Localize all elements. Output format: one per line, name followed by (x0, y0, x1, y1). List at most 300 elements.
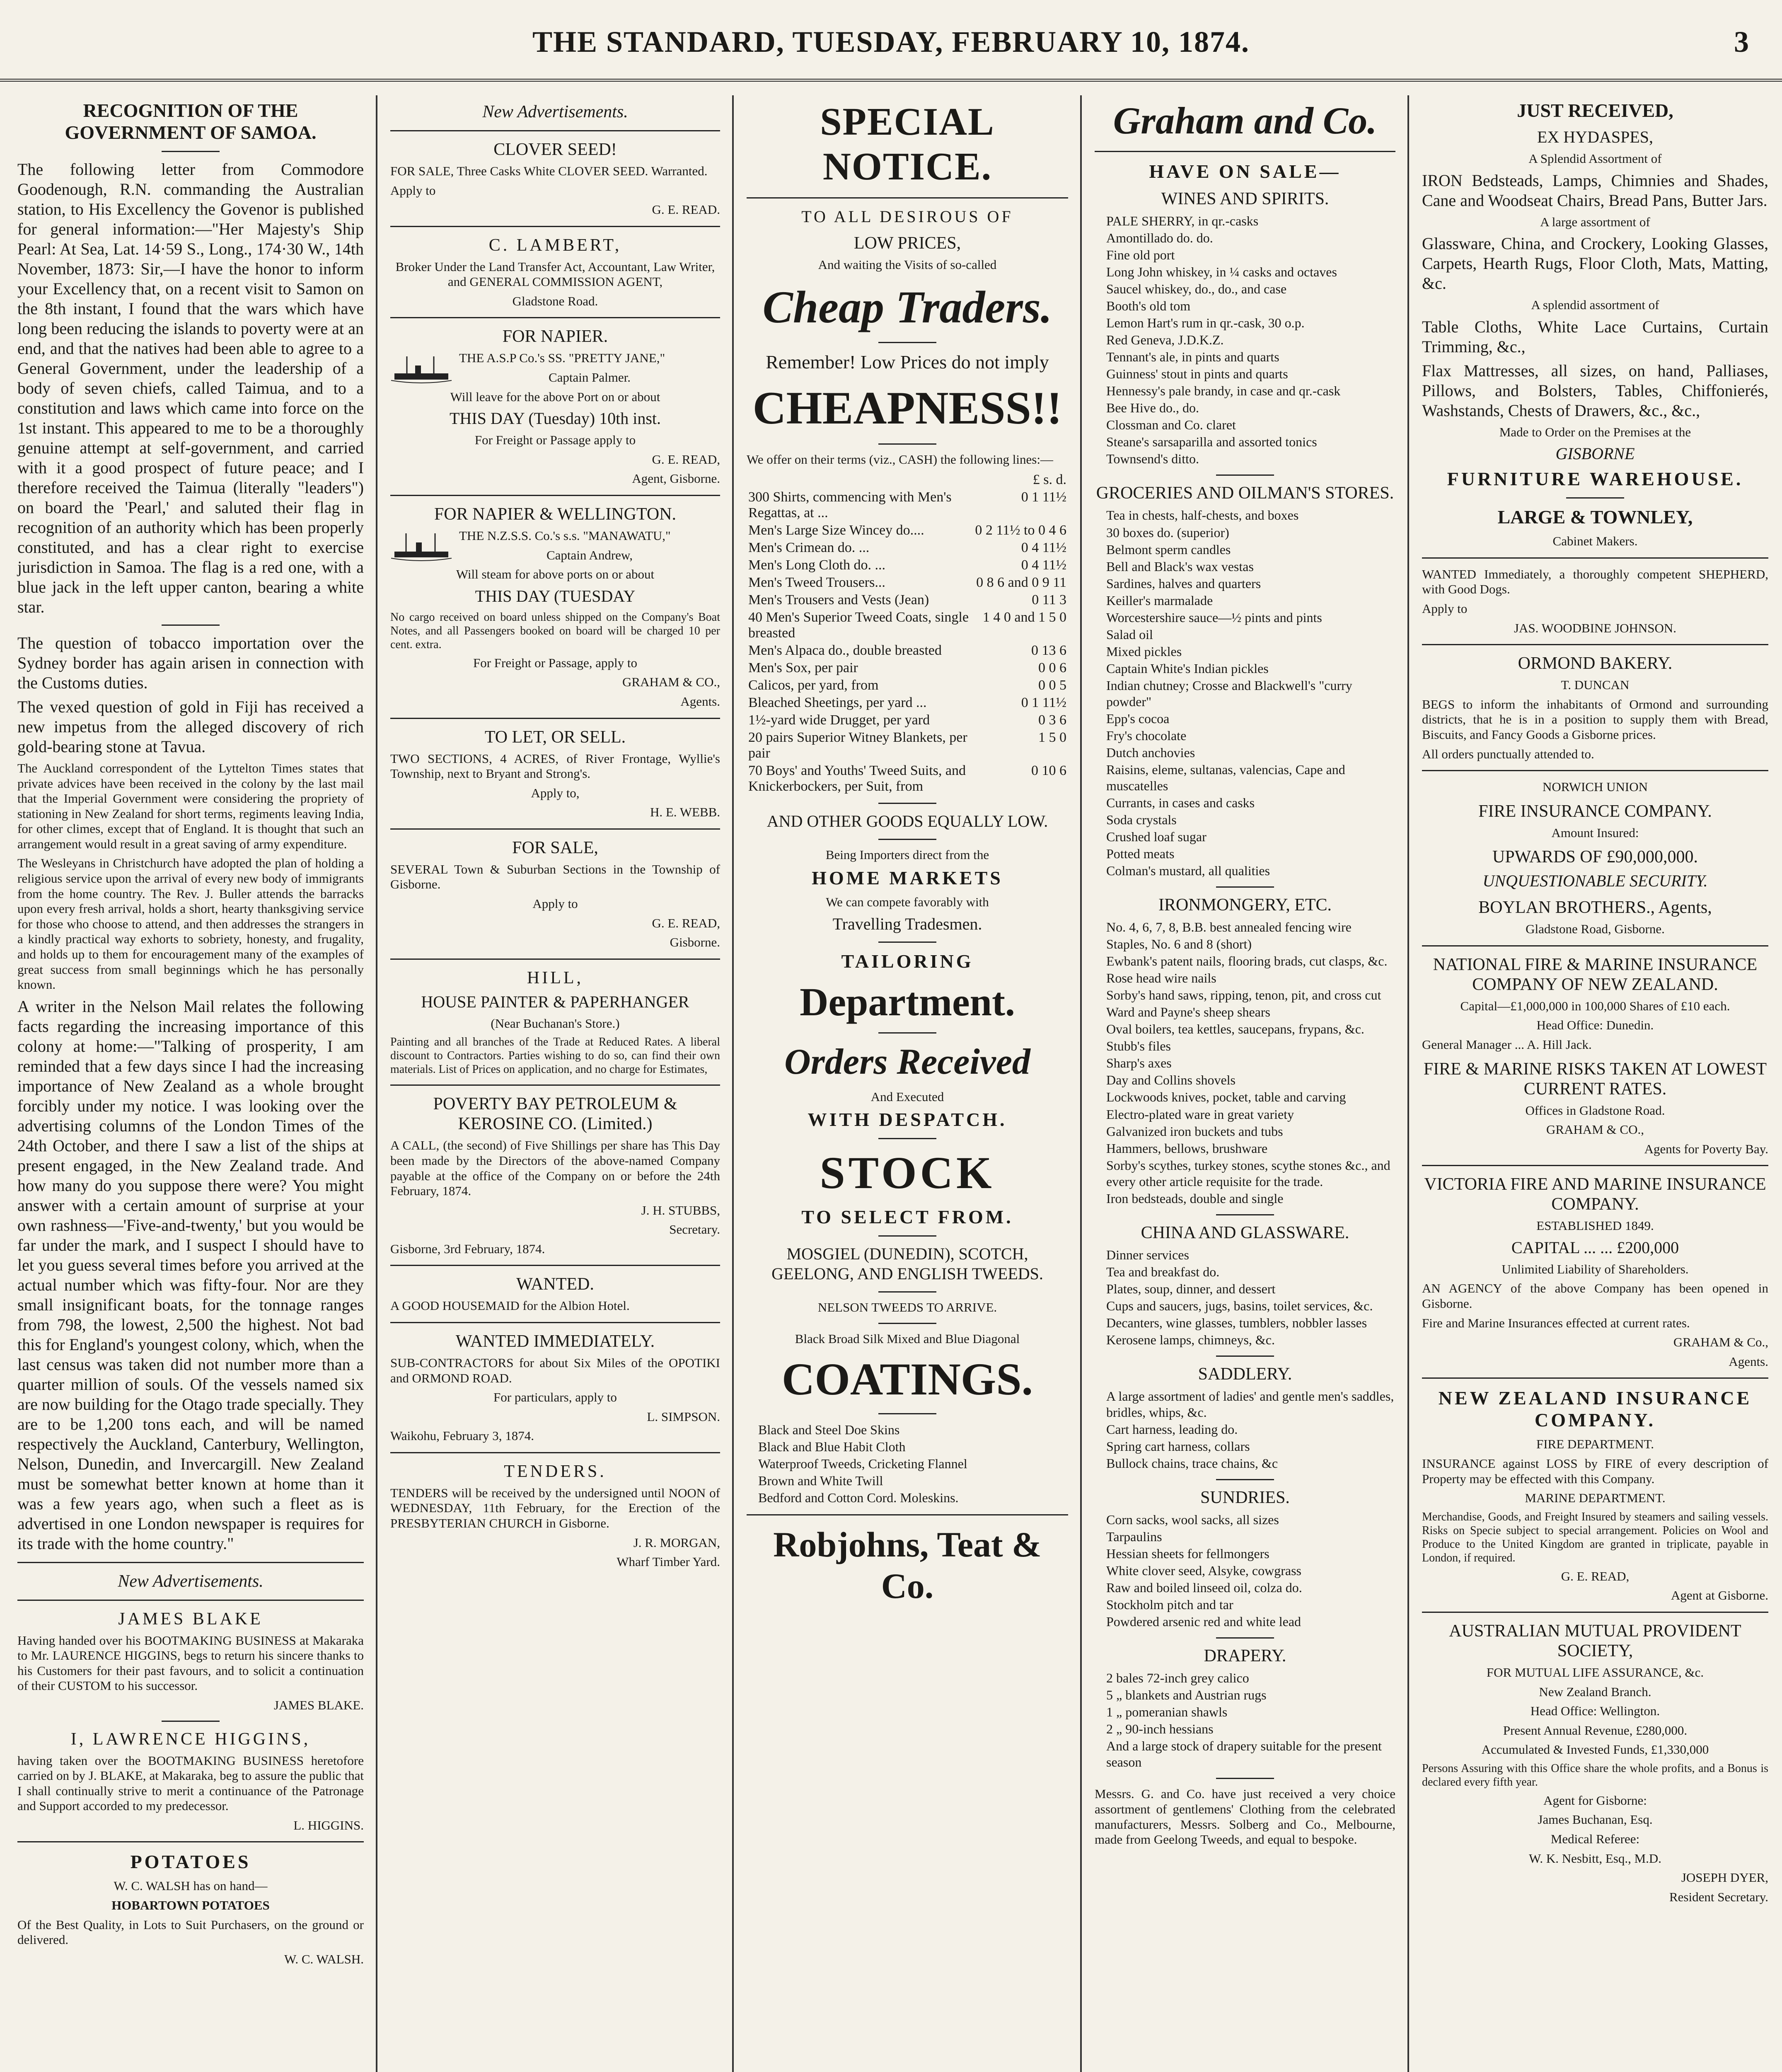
wine-item: Lemon Hart's rum in qr.-cask, 30 o.p. (1106, 315, 1305, 331)
amp-society: AUSTRALIAN MUTUAL PROVIDENT SOCIETY, (1449, 1621, 1741, 1661)
price-item: Men's Crimean do. ... (748, 540, 870, 556)
shepherd-signature: JAS. WOODBINE JOHNSON. (1514, 620, 1677, 635)
ad-napier-ship: THE A.S.P Co.'s SS. "PRETTY JANE," (459, 351, 665, 366)
price-item: Men's Sox, per pair (748, 660, 858, 676)
divider (1566, 497, 1624, 499)
price-item: 70 Boys' and Youths' Tweed Suits, and Knickerbockers, per Suit, from (748, 763, 966, 794)
flax-mattresses: Flax Mattresses, all sizes, on hand, Palliases, Pillows, and Bolsters, Tables, Chiffonierés, Washstands, Chests of Drawers, &c., &c., (1422, 361, 1768, 420)
price-amount: 0 0 6 (1038, 660, 1066, 676)
price-amount: 0 4 11½ (1021, 540, 1066, 556)
victoria-fire-marine: VICTORIA FIRE AND MARINE INSURANCE COMPANY. (1424, 1175, 1766, 1214)
ad-petroleum-signature: J. H. STUBBS, (641, 1203, 720, 1218)
price-row (747, 489, 1068, 522)
china-item: Cups and saucers, jugs, basins, toilet services, &c. (1106, 1298, 1373, 1313)
ad-tenders-title: TENDERS. (504, 1462, 607, 1481)
ad-tenders-signature-place: Wharf Timber Yard. (617, 1554, 720, 1569)
cloth-item: Black and Steel Doe Skins (758, 1422, 900, 1438)
fire-marine-risks: FIRE & MARINE RISKS TAKEN AT LOWEST CURRENT RATES. (1423, 1059, 1767, 1099)
article-nelson: A writer in the Nelson Mail relates the following facts regarding the increasing importance of this colony at home:—"Talking of prosperity, I am reminded that a few days since I had the increasing importance of New Zealand as a whole brought forcibly under my notice. I was looking over the advertising columns of the London Times of the 24th October, and there I saw a list of the ships at present engaged, in the New Zealand trade. And how many do you suppose there were? You might answer with a certain amount of surprise at your own rashness—'Five-and-twenty,' but you would be far under the mark, and I suspect I should have to let you guess several times before you arrived at the actual number which was fifty-four. Nor are they small insignificant boats, for the tonnage ranges from 798, the lowest, 2,500 the highest. Not bad this for England's youngest colony, which, when the last census was taken did not number more than a quarter million of souls. Of the vessels named six are now building for the Otago trade specially. They are to be 1,200 tons each, and will be named respectively the Auckland, Canterbury, Wellington, Nelson, Dunedin, and Invercargill. New Zealand must be somewhat better known at home than it was a few years ago, when such a fleet as is advertised in one London newspaper is requires for its trade with the home country." (17, 997, 364, 1553)
ad-potatoes-text: W. C. WALSH has on hand— (114, 1878, 268, 1893)
ironmongery-item: Rose head wire nails (1106, 971, 1216, 986)
divider (390, 1452, 720, 1453)
saddlery-list (1095, 1388, 1395, 1472)
price-item: 300 Shirts, commencing with Men's Regattas, at ... (748, 489, 952, 521)
price-currency-header: £ s. d. (1032, 472, 1066, 488)
price-row (747, 659, 1068, 677)
ad-potatoes-signature: W. C. WALSH. (284, 1951, 364, 1966)
iron-bedsteads: IRON Bedsteads, Lamps, Chimnies and Shades, Cane and Woodseat Chairs, Bread Pans, Butter Jars. (1422, 171, 1768, 210)
grocery-item: Captain White's Indian pickles (1106, 661, 1269, 676)
grocery-item: Tea in chests, half-chests, and boxes (1106, 508, 1299, 523)
article-wesleyans: The Wesleyans in Christchurch have adopted the plan of holding a religious service upon the arrival of every new body of immigrants from the home country. The Rev. J. Buller attends the barracks upon every fresh arrival, holds a short, hearty thanksgiving service for those who choose to attend, and then addresses the strangers in a kindly practical way exhorts to sobriety, honesty, and frugality, and holds up to them for encouragement many of the examples of great success from small beginnings which he has personally known. (17, 856, 364, 992)
offer-text: We offer on their terms (viz., CASH) the following lines:— (747, 452, 1053, 467)
divider (390, 718, 720, 719)
price-row (747, 539, 1068, 557)
divider (1216, 1356, 1274, 1357)
price-item: Men's Trousers and Vests (Jean) (748, 592, 929, 608)
fire-department: FIRE DEPARTMENT. (1536, 1437, 1654, 1452)
price-row (747, 574, 1068, 591)
price-item: Men's Long Cloth do. ... (748, 557, 886, 573)
sundries-item: Corn sacks, wool sacks, all sizes (1106, 1512, 1279, 1527)
drapery-list (1095, 1670, 1395, 1770)
article-title-samoa: RECOGNITION OF THE GOVERNMENT OF SAMOA. (65, 100, 317, 143)
other-goods: AND OTHER GOODS EQUALLY LOW. (766, 812, 1048, 831)
ironmongery-item: Sorby's scythes, turkey stones, scythe stones &c., and every other article requisite for the trade. (1106, 1157, 1390, 1189)
article-fiji: The vexed question of gold in Fiji has received a new impetus from the alleged discovery of rich gold-bearing stone at Tavua. (17, 697, 364, 756)
grocery-item: Soda crystals (1106, 812, 1177, 828)
divider (747, 197, 1068, 198)
masthead (0, 0, 1782, 82)
saddlery-item: Bullock chains, trace chains, &c (1106, 1456, 1278, 1471)
national-head-office: Head Office: Dunedin. (1536, 1018, 1654, 1033)
groceries-heading: GROCERIES AND OILMAN'S STORES. (1096, 484, 1394, 503)
price-amount: 1 5 0 (1038, 730, 1066, 746)
drapery-item: And a large stock of drapery suitable for the present season (1106, 1738, 1382, 1770)
boylan-address: Gladstone Road, Gisborne. (1526, 922, 1665, 937)
saddlery-item: Cart harness, leading do. (1106, 1421, 1238, 1437)
ironmongery-heading: IRONMONGERY, ETC. (1158, 896, 1332, 915)
ad-wanted-immediately-date: Waikohu, February 3, 1874. (390, 1428, 534, 1443)
china-item: Kerosene lamps, chimneys, &c. (1106, 1332, 1275, 1347)
nz-signature-role: Agent at Gisborne. (1671, 1588, 1768, 1603)
ironmongery-item: Day and Collins shovels (1106, 1072, 1236, 1088)
wine-item: Fine old port (1106, 247, 1175, 263)
divider (1095, 151, 1395, 152)
ad-potatoes-text2: Of the Best Quality, in Lots to Suit Purchasers, on the ground or delivered. (17, 1917, 364, 1947)
column-4 (1086, 95, 1405, 2072)
ad-for-sale-signature-place: Gisborne. (670, 935, 720, 950)
price-row (747, 557, 1068, 574)
price-row (747, 729, 1068, 762)
ad-for-sale-apply: Apply to (532, 896, 578, 911)
victoria-signature-role: Agents. (1729, 1354, 1768, 1369)
column-2 (381, 95, 729, 2072)
wine-item: PALE SHERRY, in qr.-casks (1106, 213, 1259, 228)
ad-napier-wellington-signature-role: Agents. (680, 694, 720, 709)
price-row (747, 642, 1068, 659)
divider (1216, 886, 1274, 888)
ad-tenders-text: TENDERS will be received by the undersigned until NOON of WEDNESDAY, 11th February, for the Erection of the PRESBYTERIAN CHURCH in Gisborne. (390, 1485, 720, 1531)
large-townley: LARGE & TOWNLEY, (1497, 506, 1693, 528)
divider (878, 1413, 936, 1414)
divider (17, 1841, 364, 1842)
amp-income: Present Annual Revenue, £280,000. (1503, 1723, 1688, 1738)
ad-petroleum-date: Gisborne, 3rd February, 1874. (390, 1241, 545, 1256)
divider (390, 959, 720, 960)
price-item: Men's Tweed Trousers... (748, 575, 885, 591)
ad-napier-freight: For Freight or Passage apply to (474, 433, 636, 448)
grocery-item: Salad oil (1106, 627, 1153, 642)
bakery-orders: All orders punctually attended to. (1422, 746, 1594, 761)
ironmongery-item: Ward and Payne's sheep shears (1106, 1005, 1270, 1020)
divider (162, 1721, 220, 1722)
price-amount: 0 3 6 (1038, 712, 1066, 728)
divider (1216, 1637, 1274, 1639)
ad-napier-wellington-freight: For Freight or Passage, apply to (473, 655, 638, 670)
grocery-item: Mixed pickles (1106, 644, 1182, 659)
column-5 (1413, 95, 1777, 2072)
newspaper-title: THE STANDARD, TUESDAY, FEBRUARY 10, 1874. (532, 25, 1250, 58)
victoria-fire-effected: Fire and Marine Insurances effected at current rates. (1422, 1315, 1690, 1330)
national-capital: Capital—£1,000,000 in 100,000 Shares of £10 each. (1460, 998, 1730, 1013)
ad-napier-wellington-date: THIS DAY (TUESDAY (475, 586, 636, 605)
steamship-icon (390, 353, 452, 386)
marine-department: MARINE DEPARTMENT. (1525, 1491, 1666, 1506)
grocery-item: Colman's mustard, all qualities (1106, 863, 1270, 879)
amp-medical-referee: Medical Referee: (1550, 1832, 1640, 1847)
bakery-text: BEGS to inform the inhabitants of Ormond and surrounding districts, that he is in a position to supply them with Bread, Biscuits, and Fancy Goods a Gisborne prices. (1422, 697, 1768, 742)
bakery-name: T. DUNCAN (1561, 678, 1630, 692)
ad-clover-signature: G. E. READ. (652, 202, 720, 217)
groceries-list (1095, 507, 1395, 879)
furniture-warehouse: FURNITURE WAREHOUSE. (1447, 468, 1743, 490)
norwich-union: NORWICH UNION (1542, 779, 1648, 794)
ad-for-sale-text: SEVERAL Town & Suburban Sections in the Township of Gisborne. (390, 862, 720, 892)
divider (162, 625, 220, 626)
ad-lambert-name: C. LAMBERT, (488, 235, 622, 255)
amp-dyer-role: Resident Secretary. (1669, 1889, 1768, 1904)
ad-petroleum-title: POVERTY BAY PETROLEUM & KEROSINE CO. (Limited.) (433, 1094, 677, 1134)
ad-tenders-signature: J. R. MORGAN, (633, 1535, 720, 1550)
and-executed: And Executed (870, 1089, 944, 1104)
article-tobacco: The question of tobacco importation over the Sydney border has again arisen in connection with the Customs duties. (17, 634, 364, 692)
ad-petroleum-text: A CALL, (the second) of Five Shillings per share has This Day been made by the Directors of the above-named Company payable at the office of the Company on or before the 24th February, 1874. (390, 1138, 720, 1198)
stock-heading: STOCK (820, 1147, 995, 1198)
ad-hill-name: HILL, (527, 968, 584, 988)
national-fire-marine: NATIONAL FIRE & MARINE INSURANCE COMPANY OF NEW ZEALAND. (1433, 955, 1758, 994)
ad-higgins-text: having taken over the BOOTMAKING BUSINESS heretofore carried on by J. BLAKE, at Makaraka, beg to assure the public that I shall continually strive to merit a continuance of the Patronage and Support accorded to my predecessor. (17, 1753, 364, 1813)
ad-to-let-apply: Apply to, (531, 785, 580, 800)
section-new-advertisements: New Advertisements. (482, 102, 628, 121)
china-item: Decanters, wine glasses, tumblers, nobbler lasses (1106, 1315, 1367, 1330)
wine-item: Red Geneva, J.D.K.Z. (1106, 332, 1224, 348)
with-despatch: WITH DESPATCH. (808, 1109, 1007, 1130)
broad-silk: Black Broad Silk Mixed and Blue Diagonal (795, 1331, 1020, 1346)
divider (1216, 474, 1274, 476)
drapery-item: 2 „ 90-inch hessians (1106, 1721, 1214, 1737)
ad-wanted-immediately-particulars: For particulars, apply to (493, 1390, 617, 1405)
price-item: Bleached Sheetings, per yard ... (748, 695, 927, 711)
price-row (747, 609, 1068, 642)
graham-heading: Graham and Co. (1113, 99, 1377, 142)
price-item: Men's Alpaca do., double breasted (748, 643, 942, 658)
sundries-item: Raw and boiled linseed oil, colza do. (1106, 1580, 1302, 1595)
grocery-item: Indian chutney; Crosse and Blackwell's "curry powder" (1106, 678, 1352, 709)
coatings-heading: COATINGS. (781, 1354, 1033, 1405)
steamship-icon (390, 531, 452, 564)
price-item: 40 Men's Superior Tweed Coats, single breasted (748, 610, 969, 641)
nz-insurance-company: NEW ZEALAND INSURANCE COMPANY. (1438, 1387, 1752, 1431)
price-amount: 0 1 11½ (1021, 695, 1066, 711)
page-number: 3 (1734, 25, 1749, 58)
china-list (1095, 1247, 1395, 1348)
amp-sub: FOR MUTUAL LIFE ASSURANCE, &c. (1486, 1665, 1704, 1680)
column-rule (1407, 95, 1409, 2072)
amp-dyer: JOSEPH DYER, (1681, 1870, 1768, 1885)
china-item: Tea and breakfast do. (1106, 1264, 1220, 1279)
sundries-list (1095, 1512, 1395, 1630)
fire-department-text: INSURANCE against LOSS by FIRE of every description of Property may be effected with this Company. (1422, 1456, 1768, 1486)
divider (747, 1514, 1068, 1515)
divider (1422, 945, 1768, 946)
saddlery-item: A large assortment of ladies' and gentle men's saddles, bridles, whips, &c. (1106, 1388, 1394, 1420)
price-amount: 0 4 11½ (1021, 557, 1066, 573)
price-row (747, 712, 1068, 729)
nz-signature: G. E. READ, (1561, 1569, 1630, 1583)
fire-insurance-company: FIRE INSURANCE COMPANY. (1478, 801, 1712, 821)
sundries-item: Tarpaulins (1106, 1529, 1162, 1544)
upwards-of: UPWARDS OF £90,000,000. (1492, 847, 1698, 867)
divider (878, 1323, 936, 1324)
ex-hydaspes: EX HYDASPES, (1537, 128, 1654, 146)
ad-wanted-title: WANTED. (516, 1275, 594, 1294)
divider (1216, 1214, 1274, 1215)
victoria-capital: CAPITAL ... ... £200,000 (1511, 1238, 1679, 1257)
ad-napier-wellington-text: Will steam for above ports on or about (456, 567, 655, 582)
ad-higgins-signature: L. HIGGINS. (293, 1818, 364, 1832)
grocery-item: Belmont sperm candles (1106, 542, 1231, 557)
divider (1422, 1165, 1768, 1166)
sundries-item: White clover seed, Alsyke, cowgrass (1106, 1563, 1301, 1578)
divider (17, 1600, 364, 1601)
tailoring: TAILORING (841, 950, 974, 972)
ironmongery-item: Iron bedsteads, double and single (1106, 1191, 1284, 1206)
grocery-item: Potted meats (1106, 846, 1175, 862)
china-item: Dinner services (1106, 1247, 1189, 1262)
column-3 (737, 95, 1077, 2072)
victoria-agency: AN AGENCY of the above Company has been opened in Gisborne. (1422, 1281, 1768, 1311)
victoria-signature: GRAHAM & Co., (1673, 1335, 1768, 1350)
amp-nz-branch: New Zealand Branch. (1539, 1684, 1651, 1699)
divider (390, 130, 720, 131)
divider (878, 443, 936, 445)
divider (1216, 1479, 1274, 1480)
wine-item: Saucel whiskey, do., do., and case (1106, 281, 1287, 297)
grocery-item: Epp's cocoa (1106, 711, 1170, 726)
amp-buchanan: James Buchanan, Esq. (1538, 1812, 1653, 1827)
glassware-text: Glassware, China, and Crockery, Looking Glasses, Carpets, Hearth Rugs, Floor Cloth, Mats, Matting, &c. (1422, 234, 1768, 293)
have-on-sale: HAVE ON SALE— (1149, 161, 1341, 182)
cloth-list (747, 1422, 1068, 1506)
amp-agent-gisborne: Agent for Gisborne: (1543, 1793, 1647, 1808)
divider (390, 828, 720, 830)
wine-item: Bee Hive do., do. (1106, 400, 1199, 416)
divider (162, 151, 220, 152)
wine-item: Booth's old tom (1106, 298, 1191, 314)
table-cloths: Table Cloths, White Lace Curtains, Curtain Trimming, &c., (1422, 317, 1768, 356)
price-item: Men's Large Size Wincey do.... (748, 523, 924, 538)
divider (878, 1138, 936, 1139)
price-row (747, 762, 1068, 795)
saddlery-heading: SADDLERY. (1198, 1364, 1292, 1384)
ironmongery-item: Galvanized iron buckets and tubs (1106, 1123, 1283, 1139)
compete-text: We can compete favorably with (826, 894, 989, 909)
ad-potatoes-sub: HOBARTOWN POTATOES (111, 1898, 270, 1913)
waiting-text: And waiting the Visits of so-called (818, 257, 997, 272)
remember-text: Remember! Low Prices do not imply (766, 351, 1049, 373)
ad-blake-name: JAMES BLAKE (118, 1609, 263, 1629)
ad-potatoes-title: POTATOES (130, 1851, 251, 1873)
special-notice-heading: SPECIAL NOTICE. (820, 100, 995, 188)
divider (1216, 1778, 1274, 1779)
mosgiel-tweeds: MOSGIEL (DUNEDIN), SCOTCH, GEELONG, AND ENGLISH TWEEDS. (771, 1244, 1043, 1283)
low-prices: LOW PRICES, (854, 234, 961, 253)
ad-napier-wellington-cargo: No cargo received on board unless shipped on the Company's Boat Notes, and all Passengers booked on board will be charged 10 per cent. extra. (390, 610, 720, 651)
ad-wanted-text: A GOOD HOUSEMAID for the Albion Hotel. (390, 1298, 630, 1313)
price-row (747, 677, 1068, 694)
ad-napier-wellington-title: FOR NAPIER & WELLINGTON. (434, 504, 677, 524)
price-row (747, 522, 1068, 539)
divider (390, 317, 720, 318)
ironmongery-item: No. 4, 6, 7, 8, B.B. best annealed fencing wire (1106, 920, 1352, 935)
amp-persons: Persons Assuring with this Office share the whole profits, and a Bonus is declared every fifth year. (1422, 1762, 1768, 1789)
ad-clover-text: FOR SALE, Three Casks White CLOVER SEED. Warranted. (390, 164, 708, 178)
ad-napier-text: Will leave for the above Port on or about (450, 389, 660, 404)
divider (878, 1235, 936, 1237)
wine-item: Townsend's ditto. (1106, 451, 1199, 467)
ormond-bakery: ORMOND BAKERY. (1518, 654, 1673, 673)
ad-napier-wellington-signature: GRAHAM & CO., (622, 675, 720, 690)
ironmongery-item: Electro-plated ware in great variety (1106, 1106, 1294, 1122)
section-new-advertisements: New Advertisements. (118, 1571, 264, 1591)
sundries-heading: SUNDRIES. (1200, 1488, 1290, 1508)
ad-to-let-signature: H. E. WEBB. (650, 805, 720, 820)
made-to-order: Made to Order on the Premises at the (1499, 424, 1691, 439)
ad-napier-wellington-captain: Captain Andrew, (546, 547, 633, 562)
amount-insured: Amount Insured: (1551, 825, 1639, 840)
wine-item: Tennant's ale, in pints and quarts (1106, 349, 1279, 365)
divider (878, 942, 936, 943)
sundries-item: Powdered arsenic red and white lead (1106, 1614, 1301, 1629)
wine-item: Steane's sarsaparilla and assorted tonics (1106, 434, 1317, 450)
ad-hill-title: HOUSE PAINTER & PAPERHANGER (421, 992, 689, 1011)
grocery-item: Raisins, eleme, sultanas, valencias, Cape and muscatelles (1106, 762, 1345, 793)
grocery-item: 30 boxes do. (superior) (1106, 525, 1229, 540)
large-assortment: A large assortment of (1540, 214, 1650, 229)
graham-agents: GRAHAM & CO., (1546, 1122, 1644, 1137)
divider (1422, 644, 1768, 645)
ad-wanted-immediately-title: WANTED IMMEDIATELY. (455, 1332, 655, 1351)
divider (1422, 770, 1768, 771)
ad-clover-apply: Apply to (390, 183, 436, 198)
price-item: 1½-yard wide Drugget, per yard (748, 712, 930, 728)
ad-napier-title: FOR NAPIER. (502, 327, 608, 346)
wine-item: Long John whiskey, in ¼ casks and octaves (1106, 264, 1337, 280)
ad-higgins-name: I, LAWRENCE HIGGINS, (70, 1729, 311, 1749)
ad-hill-address: (Near Buchanan's Store.) (491, 1016, 620, 1031)
column-1 (8, 95, 373, 2072)
department-heading: Department. (800, 979, 1015, 1024)
price-header-blank (747, 471, 973, 489)
wanted-shepherd: WANTED Immediately, a thoroughly competent SHEPHERD, with Good Dogs. (1422, 566, 1768, 597)
grocery-item: Bell and Black's wax vestas (1106, 559, 1254, 574)
grocery-item: Currants, in cases and casks (1106, 795, 1255, 810)
cabinet-makers: Cabinet Makers. (1552, 534, 1638, 549)
ironmongery-item: Ewbank's patent nails, flooring brads, cut clasps, &c. (1106, 954, 1388, 969)
amp-nesbitt: W. K. Nesbitt, Esq., M.D. (1528, 1851, 1662, 1866)
divider (390, 495, 720, 496)
just-received: JUST RECEIVED, (1517, 100, 1673, 121)
article-auckland: The Auckland correspondent of the Lyttelton Times states that private advices have been received in the colony by the last mail that the Imperial Government were considering the propriety of stationing in New Zealand for short terms, regiments leaving India, for other climes, except that of England. It is thought that such an arrangement would result in a great saving of army expenditure. (17, 761, 364, 851)
cloth-item: Bedford and Cotton Cord. Moleskins. (758, 1490, 959, 1506)
grocery-item: Fry's chocolate (1106, 728, 1187, 743)
divider (1422, 1612, 1768, 1613)
ironmongery-item: Sharp's axes (1106, 1055, 1172, 1071)
price-row (747, 591, 1068, 609)
ad-for-sale-signature: G. E. READ, (652, 915, 720, 930)
ironmongery-item: Sorby's hand saws, ripping, tenon, pit, and cross cut (1106, 988, 1381, 1003)
home-markets: HOME MARKETS (812, 867, 1003, 888)
drapery-item: 2 bales 72-inch grey calico (1106, 1670, 1249, 1686)
price-amount: 0 1 11½ (1021, 489, 1066, 505)
drapery-heading: DRAPERY. (1204, 1646, 1286, 1666)
boylan-brothers: BOYLAN BROTHERS., Agents, (1478, 898, 1712, 917)
cloth-item: Brown and White Twill (758, 1473, 883, 1489)
ad-napier-signature: G. E. READ, (652, 452, 720, 467)
ad-clover-title: CLOVER SEED! (493, 140, 617, 159)
robjohns-signature: Robjohns, Teat & Co. (773, 1525, 1042, 1606)
ad-petroleum-signature-role: Secretary. (669, 1222, 720, 1237)
column-rule (732, 95, 734, 2072)
wine-item: Clossman and Co. claret (1106, 417, 1236, 433)
wines-list (1095, 213, 1395, 467)
ad-lambert-address: Gladstone Road. (512, 293, 598, 308)
wines-heading: WINES AND SPIRITS. (1161, 189, 1329, 208)
drapery-item: 1 „ pomeranian shawls (1106, 1704, 1228, 1720)
cloth-item: Waterproof Tweeds, Cricketing Flannel (758, 1456, 967, 1472)
cloth-item: Black and Blue Habit Cloth (758, 1439, 906, 1455)
price-amount: 0 13 6 (1031, 643, 1066, 658)
graham-agents-role: Agents for Poverty Bay. (1644, 1141, 1768, 1156)
ironmongery-item: Staples, No. 6 and 8 (short) (1106, 937, 1252, 952)
price-amount: 0 0 5 (1038, 678, 1066, 693)
cheapness-heading: CHEAPNESS!! (752, 382, 1062, 434)
column-rule (376, 95, 377, 2072)
shepherd-apply: Apply to (1422, 601, 1468, 616)
grocery-item: Keiller's marmalade (1106, 593, 1213, 608)
ad-to-let-title: TO LET, OR SELL. (484, 727, 626, 747)
divider (17, 1562, 364, 1563)
ad-hill-text: Painting and all branches of the Trade at Reduced Rates. A liberal discount to Contractors. Parties wishing to do so, can find their own materials. List of Prices on application, and no charge for Estimates, (390, 1036, 720, 1076)
ad-for-sale-title: FOR SALE, (512, 838, 598, 857)
ad-napier-signature-role: Agent, Gisborne. (632, 471, 720, 486)
ad-napier-captain: Captain Palmer. (548, 370, 631, 385)
cheap-traders: Cheap Traders. (762, 281, 1052, 332)
divider (390, 1265, 720, 1266)
price-row (747, 694, 1068, 712)
wine-item: Amontillado do. do. (1106, 230, 1213, 246)
